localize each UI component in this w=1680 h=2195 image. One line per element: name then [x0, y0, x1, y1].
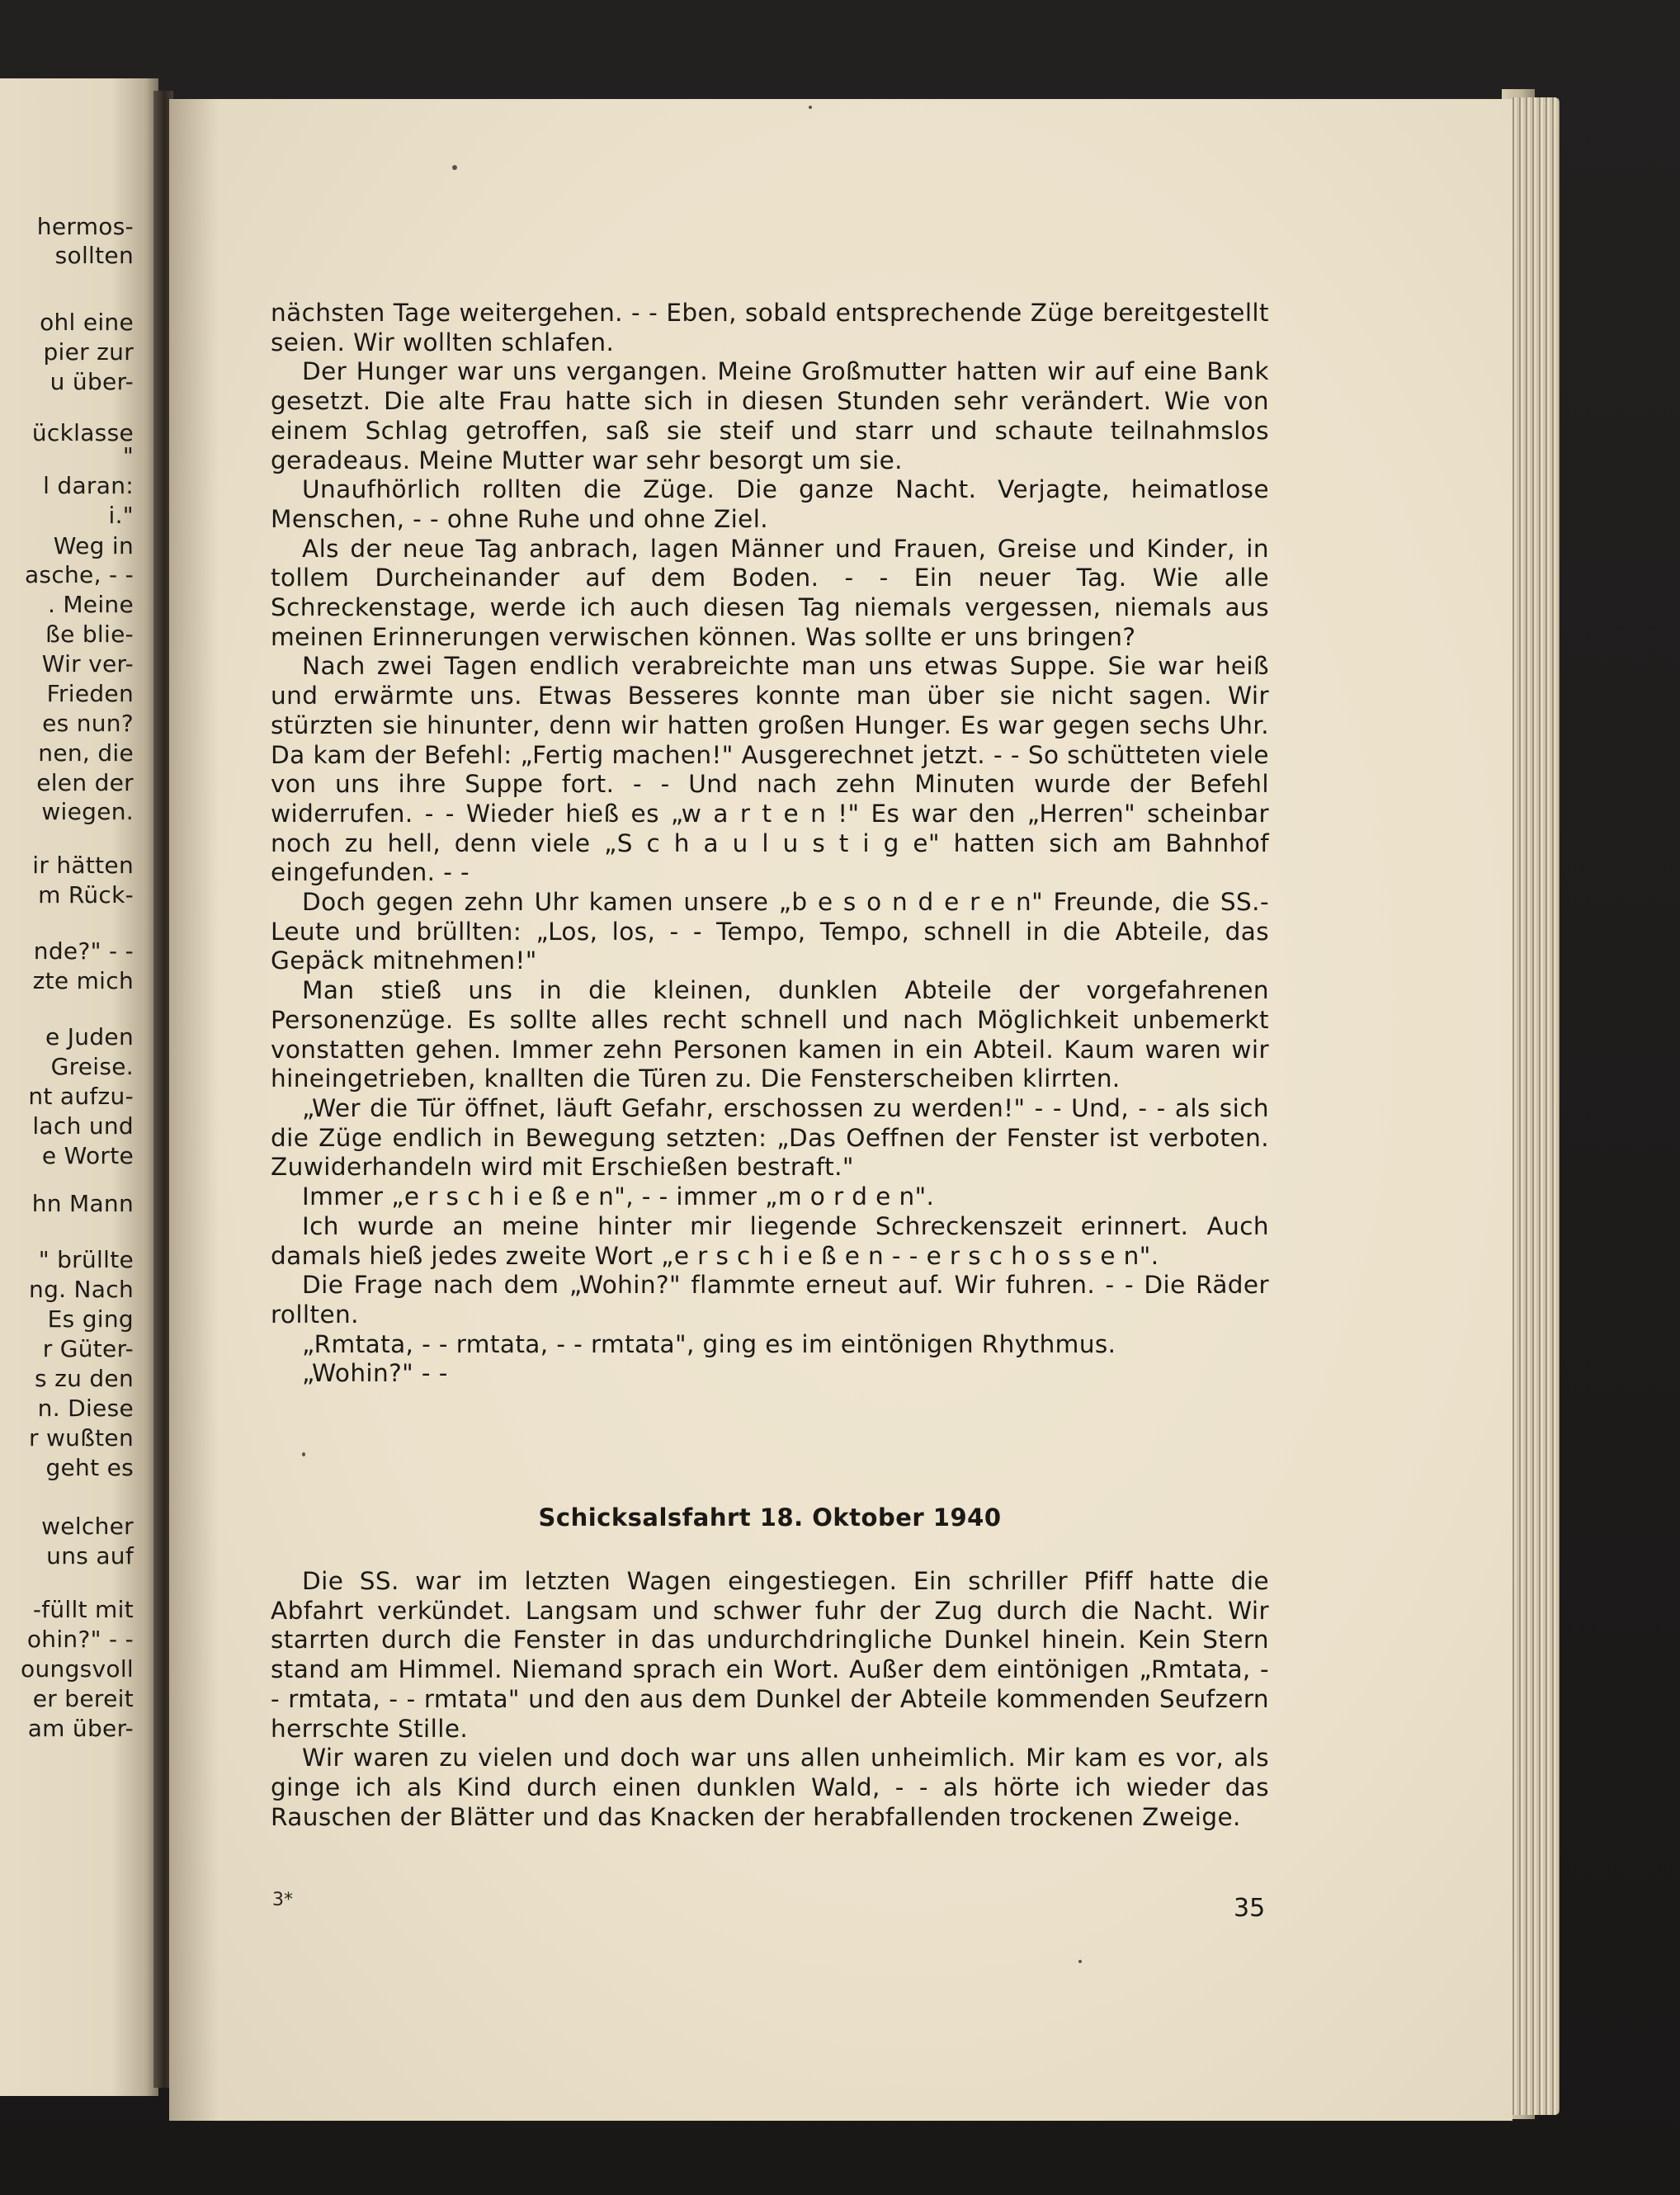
previous-page-line: ße blie-	[45, 621, 134, 648]
previous-page-line: nde?" - -	[33, 937, 134, 965]
previous-page-line: n. Diese	[37, 1395, 134, 1422]
paragraph: „Rmtata, - - rmtata, - - rmtata", ging es im eintönigen Rhythmus.	[302, 1329, 1116, 1358]
paragraph: Doch gegen zehn Uhr kamen unsere „b e s o n d e r e n" Freunde, die SS.-Leute und brüllten: „Los, los, - - Tempo, Tempo, schnell in die Abteile, das Gepäck mitnehmen!"	[271, 888, 1269, 975]
previous-page-line: er bereit	[32, 1685, 134, 1712]
previous-page-line: hn Mann	[31, 1190, 134, 1217]
chapter-heading: Schicksalsfahrt 18. Oktober 1940	[538, 1503, 1002, 1532]
paragraph: Wir waren zu vielen und doch war uns allen unheimlich. Mir kam es vor, als ginge ich als Kind durch einen dunklen Wald, - - als hörte ich wieder das Rauschen der Blätter und das Knacken der herabfallenden trockenen Zweige.	[271, 1744, 1269, 1831]
previous-page-line: oungsvoll	[21, 1655, 134, 1683]
previous-page-line: Wir ver-	[41, 650, 134, 677]
previous-page-line: Frieden	[46, 680, 134, 707]
previous-page-line: elen der	[36, 769, 134, 796]
previous-page-line: ohl eine	[40, 309, 134, 336]
paragraph: Die SS. war im letzten Wagen eingestiegen. Ein schriller Pfiff hatte die Abfahrt verkündet. Langsam und schwer fuhr der Zug durch die Nacht. Wir starrten durch die Fenster in das undurchdringliche Dunkel hinein. Kein Stern stand am Himmel. Niemand sprach ein Wort. Außer dem eintönigen „Rmtata, - - rmtata, - - rmtata" und den aus dem Dunkel der Abteile kommenden Seufzern herrschte Stille.	[271, 1567, 1269, 1743]
paragraph: Unaufhörlich rollten die Züge. Die ganze Nacht. Verjagte, heimatlose Menschen, - - ohne Ruhe und ohne Ziel.	[271, 475, 1269, 533]
paragraph: Als der neue Tag anbrach, lagen Männer und Frauen, Greise und Kinder, in tollem Durcheinander auf dem Boden. - - Ein neuer Tag. Wie alle Schreckenstage, werde ich auch diesen Tag niemals vergessen, niemals aus meinen Erinnerungen verwischen können. Was sollte er uns bringen?	[271, 534, 1269, 651]
previous-page-line: r Güter-	[42, 1335, 134, 1362]
previous-page-line: lach und	[32, 1112, 134, 1140]
previous-page-line: uns auf	[46, 1542, 134, 1570]
paper-speck	[452, 165, 457, 170]
previous-page-line: -füllt mit	[32, 1596, 134, 1623]
previous-page-line: zte mich	[32, 967, 134, 994]
previous-page-line: pier zur	[43, 338, 134, 366]
page-number: 35	[1234, 1894, 1266, 1923]
previous-page-line: hermos-	[36, 213, 134, 240]
paragraph: nächsten Tage weitergehen. - - Eben, sobald entsprechende Züge bereitgestellt seien. Wir wollten schlafen.	[271, 299, 1269, 356]
previous-page-line: Greise.	[50, 1053, 134, 1080]
previous-page-line: Es ging	[47, 1305, 134, 1333]
previous-page-line: u über-	[50, 368, 134, 395]
previous-page-line: nen, die	[38, 739, 134, 767]
previous-page-line: m Rück-	[38, 881, 134, 909]
body-text-section-1	[271, 299, 1269, 1389]
body-text-section-2	[271, 1567, 1269, 1832]
previous-page-line: am über-	[27, 1715, 134, 1742]
previous-page-line: r wußten	[28, 1424, 134, 1452]
paper-speck	[1078, 1960, 1082, 1963]
paragraph: Man stieß uns in die kleinen, dunklen Abteile der vorgefahrenen Personenzüge. Es sollte alles recht schnell und nach Möglichkeit unbemerkt vonstatten gehen. Immer zehn Personen kamen in ein Abteil. Kaum waren wir hineingetrieben, knallten die Türen zu. Die Fensterscheiben klirrten.	[271, 976, 1269, 1093]
previous-page-line: geht es	[45, 1454, 134, 1481]
previous-page-line: es nun?	[42, 710, 134, 737]
previous-page-line: "	[122, 442, 134, 470]
previous-page-line: " brüllte	[38, 1246, 134, 1273]
page-stack-edge	[1510, 97, 1560, 2115]
previous-page-line: s zu den	[35, 1365, 134, 1392]
paragraph: Ich wurde an meine hinter mir liegende Schreckenszeit erinnert. Auch damals hieß jedes zweite Wort „e r s c h i e ß e n - - e r s c h o s s e n".	[271, 1211, 1269, 1270]
paper-speck	[302, 1452, 305, 1456]
previous-page-line: nt aufzu-	[28, 1083, 134, 1110]
previous-page-line: asche, - -	[24, 561, 134, 588]
previous-page-line: . Meine	[47, 591, 134, 618]
previous-page-line: i."	[108, 502, 134, 529]
page-gutter-shade	[169, 99, 219, 2121]
paper-speck	[809, 106, 812, 109]
previous-page-line: ir hätten	[32, 852, 134, 879]
previous-page-line: l daran:	[43, 472, 134, 499]
previous-page-line: welcher	[41, 1513, 134, 1540]
paragraph: Der Hunger war uns vergangen. Meine Großmutter hatten wir auf eine Bank gesetzt. Die alte Frau hatte sich in diesen Stunden sehr verändert. Wie von einem Schlag getroffen, saß sie steif und starr und schaute teilnahmslos geradeaus. Meine Mutter war sehr besorgt um sie.	[271, 357, 1269, 474]
previous-page-edge	[0, 78, 158, 2096]
paragraph: Immer „e r s c h i e ß e n", - - immer „m o r d e n".	[302, 1182, 935, 1211]
previous-page-line: ohin?" - -	[26, 1626, 134, 1653]
previous-page-line: Weg in	[53, 532, 134, 559]
previous-page-line: wiegen.	[41, 798, 134, 825]
previous-page-line: e Juden	[45, 1023, 134, 1050]
paragraph: „Wohin?" - -	[302, 1359, 448, 1388]
previous-page-line: ücklasse	[31, 419, 134, 446]
paragraph: Nach zwei Tagen endlich verabreichte man uns etwas Suppe. Sie war heiß und erwärmte uns. Etwas Besseres konnte man über sie nicht sagen. Wir stürzten sie hinunter, denn wir hatten großen Hunger. Es war gegen sechs Uhr. Da kam der Befehl: „Fertig machen!" Ausgerechnet jetzt. - - So schütteten viele von uns ihre Suppe fort. - - Und nach zehn Minuten wurde der Befehl widerrufen. - - Wieder hieß es „w a r t e n !" Es war den „Herren" scheinbar noch zu hell, denn viele „S c h a u l u s t i g e" hatten sich am Bahnhof eingefunden. - -	[271, 652, 1269, 887]
paragraph: „Wer die Tür öffnet, läuft Gefahr, erschossen zu werden!" - - Und, - - als sich die Züge endlich in Bewegung setzten: „Das Oeffnen der Fenster ist verboten. Zuwiderhandeln wird mit Erschießen bestraft."	[271, 1093, 1269, 1182]
previous-page-line: ng. Nach	[29, 1276, 134, 1303]
previous-page-line: e Worte	[41, 1142, 134, 1169]
paragraph: Die Frage nach dem „Wohin?" flammte erneut auf. Wir fuhren. - - Die Räder rollten.	[271, 1271, 1269, 1329]
previous-page-line: sollten	[54, 242, 134, 269]
signature-mark: 3*	[272, 1890, 293, 1910]
